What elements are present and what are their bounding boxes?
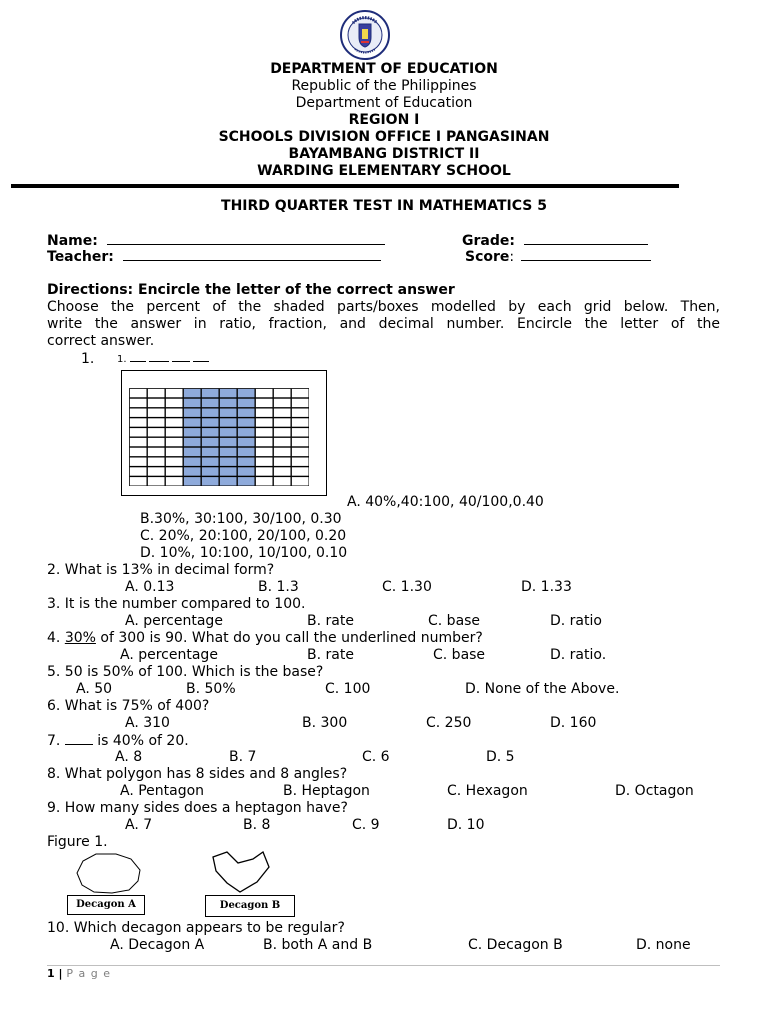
grid-cell bbox=[292, 428, 309, 437]
decagon-a-shape bbox=[74, 852, 144, 894]
grid-cell bbox=[292, 447, 309, 456]
q7-text-pre: 7. bbox=[47, 733, 65, 749]
grid-cell-shaded bbox=[220, 438, 237, 447]
grid-cell-shaded bbox=[202, 428, 219, 437]
q1-option-c: C. 20%, 20:100, 20/100, 0.20 bbox=[140, 528, 347, 544]
grid-cell bbox=[130, 467, 147, 476]
grid-cell bbox=[274, 389, 291, 398]
grid-cell-shaded bbox=[184, 398, 201, 407]
grid-cell bbox=[274, 467, 291, 476]
grid-cell-shaded bbox=[238, 457, 255, 466]
q9-text: 9. How many sides does a heptagon have? bbox=[47, 800, 348, 816]
grid-cell bbox=[148, 408, 165, 417]
grid-cell bbox=[274, 447, 291, 456]
q1-option-b: B.30%, 30:100, 30/100, 0.30 bbox=[140, 511, 342, 527]
test-title: THIRD QUARTER TEST IN MATHEMATICS 5 bbox=[221, 198, 547, 214]
grid-cell bbox=[256, 428, 273, 437]
grid-cell-shaded bbox=[238, 398, 255, 407]
grid-cell bbox=[166, 467, 183, 476]
grid-cell bbox=[292, 467, 309, 476]
grid-cell bbox=[148, 398, 165, 407]
grid-cell-shaded bbox=[202, 457, 219, 466]
q7-option-c: C. 6 bbox=[362, 749, 390, 765]
name-label: Name: bbox=[47, 233, 98, 249]
grid-cell bbox=[292, 457, 309, 466]
grid-cell bbox=[292, 438, 309, 447]
grid-cell bbox=[274, 408, 291, 417]
teacher-field bbox=[47, 248, 381, 266]
footer-divider bbox=[47, 965, 720, 966]
grid-cell bbox=[130, 477, 147, 486]
q6-option-b: B. 300 bbox=[302, 715, 348, 731]
q1-answer-blanks bbox=[117, 352, 209, 366]
blank-1 bbox=[130, 352, 146, 362]
grid-cell bbox=[256, 408, 273, 417]
grid-cell bbox=[130, 438, 147, 447]
q7-blank bbox=[65, 732, 93, 745]
teacher-blank bbox=[123, 248, 381, 261]
grid-cell bbox=[130, 398, 147, 407]
grid-cell bbox=[166, 477, 183, 486]
grid-cell-shaded bbox=[220, 428, 237, 437]
grid-cell-shaded bbox=[202, 438, 219, 447]
hundred-grid bbox=[129, 388, 309, 486]
grid-cell-shaded bbox=[184, 467, 201, 476]
school-line: WARDING ELEMENTARY SCHOOL bbox=[257, 163, 511, 179]
directions-line-1: Choose the percent of the shaded parts/boxes modelled by each grid below. Then, bbox=[47, 299, 720, 315]
grid-cell bbox=[292, 398, 309, 407]
q6-option-d: D. 160 bbox=[550, 715, 597, 731]
grid-cell bbox=[166, 457, 183, 466]
blank-3 bbox=[172, 352, 190, 362]
grid-cell bbox=[166, 428, 183, 437]
decagon-b-label: Decagon B bbox=[205, 895, 295, 917]
grid-cell-shaded bbox=[238, 389, 255, 398]
directions-heading: Directions: Encircle the letter of the correct answer bbox=[47, 282, 455, 298]
grid-cell bbox=[166, 418, 183, 427]
grid-cell bbox=[130, 408, 147, 417]
grid-cell bbox=[148, 447, 165, 456]
page-separator: | bbox=[54, 967, 67, 980]
grid-cell-shaded bbox=[184, 457, 201, 466]
q10-text: 10. Which decagon appears to be regular? bbox=[47, 920, 345, 936]
page-word: P a g e bbox=[66, 967, 111, 980]
grid-cell-shaded bbox=[202, 467, 219, 476]
grid-cell-shaded bbox=[238, 447, 255, 456]
district-line: BAYAMBANG DISTRICT II bbox=[288, 146, 480, 162]
grid-cell bbox=[130, 389, 147, 398]
grid-cell bbox=[166, 438, 183, 447]
teacher-label: Teacher: bbox=[47, 249, 114, 265]
q9-option-c: C. 9 bbox=[352, 817, 380, 833]
grid-cell bbox=[166, 408, 183, 417]
grid-cell bbox=[274, 457, 291, 466]
q2-option-d: D. 1.33 bbox=[521, 579, 572, 595]
grid-cell-shaded bbox=[238, 428, 255, 437]
q2-option-b: B. 1.3 bbox=[258, 579, 299, 595]
grid-cell-shaded bbox=[220, 447, 237, 456]
q1-option-d: D. 10%, 10:100, 10/100, 0.10 bbox=[140, 545, 348, 561]
grid-cell-shaded bbox=[220, 408, 237, 417]
grid-cell-shaded bbox=[238, 477, 255, 486]
grid-cell bbox=[166, 447, 183, 456]
q8-option-d: D. Octagon bbox=[615, 783, 694, 799]
decagon-b-shape bbox=[207, 849, 273, 895]
score-field bbox=[465, 248, 651, 266]
grid-cell bbox=[130, 418, 147, 427]
q9-option-b: B. 8 bbox=[243, 817, 271, 833]
q8-text: 8. What polygon has 8 sides and 8 angles? bbox=[47, 766, 348, 782]
q4-option-a: A. percentage bbox=[120, 647, 218, 663]
grid-cell-shaded bbox=[238, 408, 255, 417]
grid-cell bbox=[256, 447, 273, 456]
region-line: REGION I bbox=[348, 112, 420, 128]
grid-cell bbox=[292, 418, 309, 427]
grade-label: Grade: bbox=[462, 233, 515, 249]
q5-text: 5. 50 is 50% of 100. Which is the base? bbox=[47, 664, 324, 680]
grid-cell bbox=[148, 428, 165, 437]
page-number: 1 bbox=[47, 967, 55, 980]
q4-option-b: B. rate bbox=[307, 647, 354, 663]
q7-option-a: A. 8 bbox=[115, 749, 143, 765]
q3-option-b: B. rate bbox=[307, 613, 354, 629]
q2-option-c: C. 1.30 bbox=[382, 579, 432, 595]
q4-option-d: D. ratio. bbox=[550, 647, 607, 663]
q8-option-a: A. Pentagon bbox=[120, 783, 205, 799]
q9-option-d: D. 10 bbox=[447, 817, 485, 833]
grid-cell bbox=[292, 389, 309, 398]
grid-cell bbox=[166, 398, 183, 407]
grid-cell-shaded bbox=[184, 418, 201, 427]
grid-cell-shaded bbox=[202, 408, 219, 417]
blank-2 bbox=[149, 352, 169, 362]
grid-cell bbox=[274, 477, 291, 486]
grid-cell-shaded bbox=[220, 398, 237, 407]
q7-option-b: B. 7 bbox=[229, 749, 257, 765]
grid-cell-shaded bbox=[220, 477, 237, 486]
q7-text bbox=[47, 732, 189, 750]
q6-option-c: C. 250 bbox=[426, 715, 472, 731]
grid-cell-shaded bbox=[184, 408, 201, 417]
grid-cell bbox=[256, 457, 273, 466]
grid-cell bbox=[256, 438, 273, 447]
grid-cell bbox=[256, 398, 273, 407]
grid-cell-shaded bbox=[220, 389, 237, 398]
grid-cell bbox=[148, 389, 165, 398]
decagon-a-label: Decagon A bbox=[67, 895, 145, 915]
grid-cell-shaded bbox=[184, 477, 201, 486]
grid-cell-shaded bbox=[202, 477, 219, 486]
grid-cell-shaded bbox=[238, 467, 255, 476]
q8-option-b: B. Heptagon bbox=[283, 783, 370, 799]
deped-seal-logo bbox=[335, 9, 395, 61]
score-colon: : bbox=[509, 249, 515, 265]
grid-cell bbox=[274, 398, 291, 407]
grid-cell bbox=[274, 428, 291, 437]
grid-cell bbox=[130, 457, 147, 466]
q6-option-a: A. 310 bbox=[125, 715, 170, 731]
grade-blank bbox=[524, 232, 648, 245]
figure-label: Figure 1. bbox=[47, 834, 108, 850]
grid-cell bbox=[274, 418, 291, 427]
grid-cell bbox=[256, 418, 273, 427]
q3-option-d: D. ratio bbox=[550, 613, 602, 629]
grid-cell bbox=[274, 438, 291, 447]
q8-option-c: C. Hexagon bbox=[447, 783, 528, 799]
q4-text bbox=[47, 630, 483, 647]
q1-number: 1. bbox=[81, 351, 95, 367]
score-label: Score bbox=[465, 249, 510, 265]
directions-line-2: write the answer in ratio, fraction, and decimal number. Encircle the letter of the bbox=[47, 316, 720, 332]
q4-option-c: C. base bbox=[433, 647, 486, 663]
grid-cell bbox=[256, 467, 273, 476]
grid-cell bbox=[148, 418, 165, 427]
q1-inline-number: 1. bbox=[117, 354, 127, 365]
page-footer bbox=[47, 967, 111, 981]
q6-text: 6. What is 75% of 400? bbox=[47, 698, 210, 714]
grid-cell bbox=[130, 428, 147, 437]
department-heading: DEPARTMENT OF EDUCATION bbox=[270, 61, 498, 77]
q9-option-a: A. 7 bbox=[125, 817, 153, 833]
grid-cell-shaded bbox=[202, 418, 219, 427]
division-line: SCHOOLS DIVISION OFFICE I PANGASINAN bbox=[218, 129, 550, 145]
grid-cell-shaded bbox=[202, 398, 219, 407]
header-divider bbox=[11, 184, 679, 188]
grid-cell-shaded bbox=[238, 418, 255, 427]
department-line: Department of Education bbox=[295, 95, 473, 111]
grid-cell-shaded bbox=[220, 467, 237, 476]
q4-text-pre: 4. bbox=[47, 630, 65, 646]
q5-option-a: A. 50 bbox=[76, 681, 113, 697]
q7-option-d: D. 5 bbox=[486, 749, 515, 765]
grid-cell bbox=[166, 389, 183, 398]
q4-text-post: of 300 is 90. What do you call the underlined number? bbox=[95, 630, 483, 646]
grid-cell-shaded bbox=[220, 418, 237, 427]
name-blank bbox=[107, 232, 385, 245]
q5-option-b: B. 50% bbox=[186, 681, 236, 697]
grid-cell-shaded bbox=[184, 389, 201, 398]
q3-option-a: A. percentage bbox=[125, 613, 223, 629]
q5-option-c: C. 100 bbox=[325, 681, 371, 697]
grid-cell bbox=[130, 447, 147, 456]
grid-cell-shaded bbox=[202, 389, 219, 398]
grid-cell bbox=[292, 408, 309, 417]
q1-grid-frame bbox=[121, 370, 327, 496]
q10-option-c: C. Decagon B bbox=[468, 937, 563, 953]
grid-cell-shaded bbox=[184, 447, 201, 456]
q10-option-b: B. both A and B bbox=[263, 937, 373, 953]
grid-cell-shaded bbox=[220, 457, 237, 466]
grid-cell bbox=[148, 438, 165, 447]
grid-cell-shaded bbox=[202, 447, 219, 456]
grid-cell bbox=[148, 477, 165, 486]
republic-line: Republic of the Philippines bbox=[291, 78, 477, 94]
grid-cell bbox=[292, 477, 309, 486]
grid-cell bbox=[148, 457, 165, 466]
directions-line-3: correct answer. bbox=[47, 333, 155, 349]
q2-option-a: A. 0.13 bbox=[125, 579, 175, 595]
q5-option-d: D. None of the Above. bbox=[465, 681, 620, 697]
q3-text: 3. It is the number compared to 100. bbox=[47, 596, 306, 612]
q4-underlined-number: 30% bbox=[64, 630, 96, 646]
blank-4 bbox=[193, 352, 209, 362]
q7-text-post: is 40% of 20. bbox=[92, 733, 189, 749]
q10-option-a: A. Decagon A bbox=[110, 937, 205, 953]
q2-text: 2. What is 13% in decimal form? bbox=[47, 562, 275, 578]
q10-option-d: D. none bbox=[636, 937, 691, 953]
grid-cell bbox=[256, 389, 273, 398]
grid-cell-shaded bbox=[238, 438, 255, 447]
q1-option-a: A. 40%,40:100, 40/100,0.40 bbox=[347, 494, 544, 510]
score-blank bbox=[521, 248, 651, 261]
q3-option-c: C. base bbox=[428, 613, 481, 629]
grid-cell-shaded bbox=[184, 428, 201, 437]
grid-cell bbox=[256, 477, 273, 486]
grid-cell bbox=[148, 467, 165, 476]
grid-cell-shaded bbox=[184, 438, 201, 447]
